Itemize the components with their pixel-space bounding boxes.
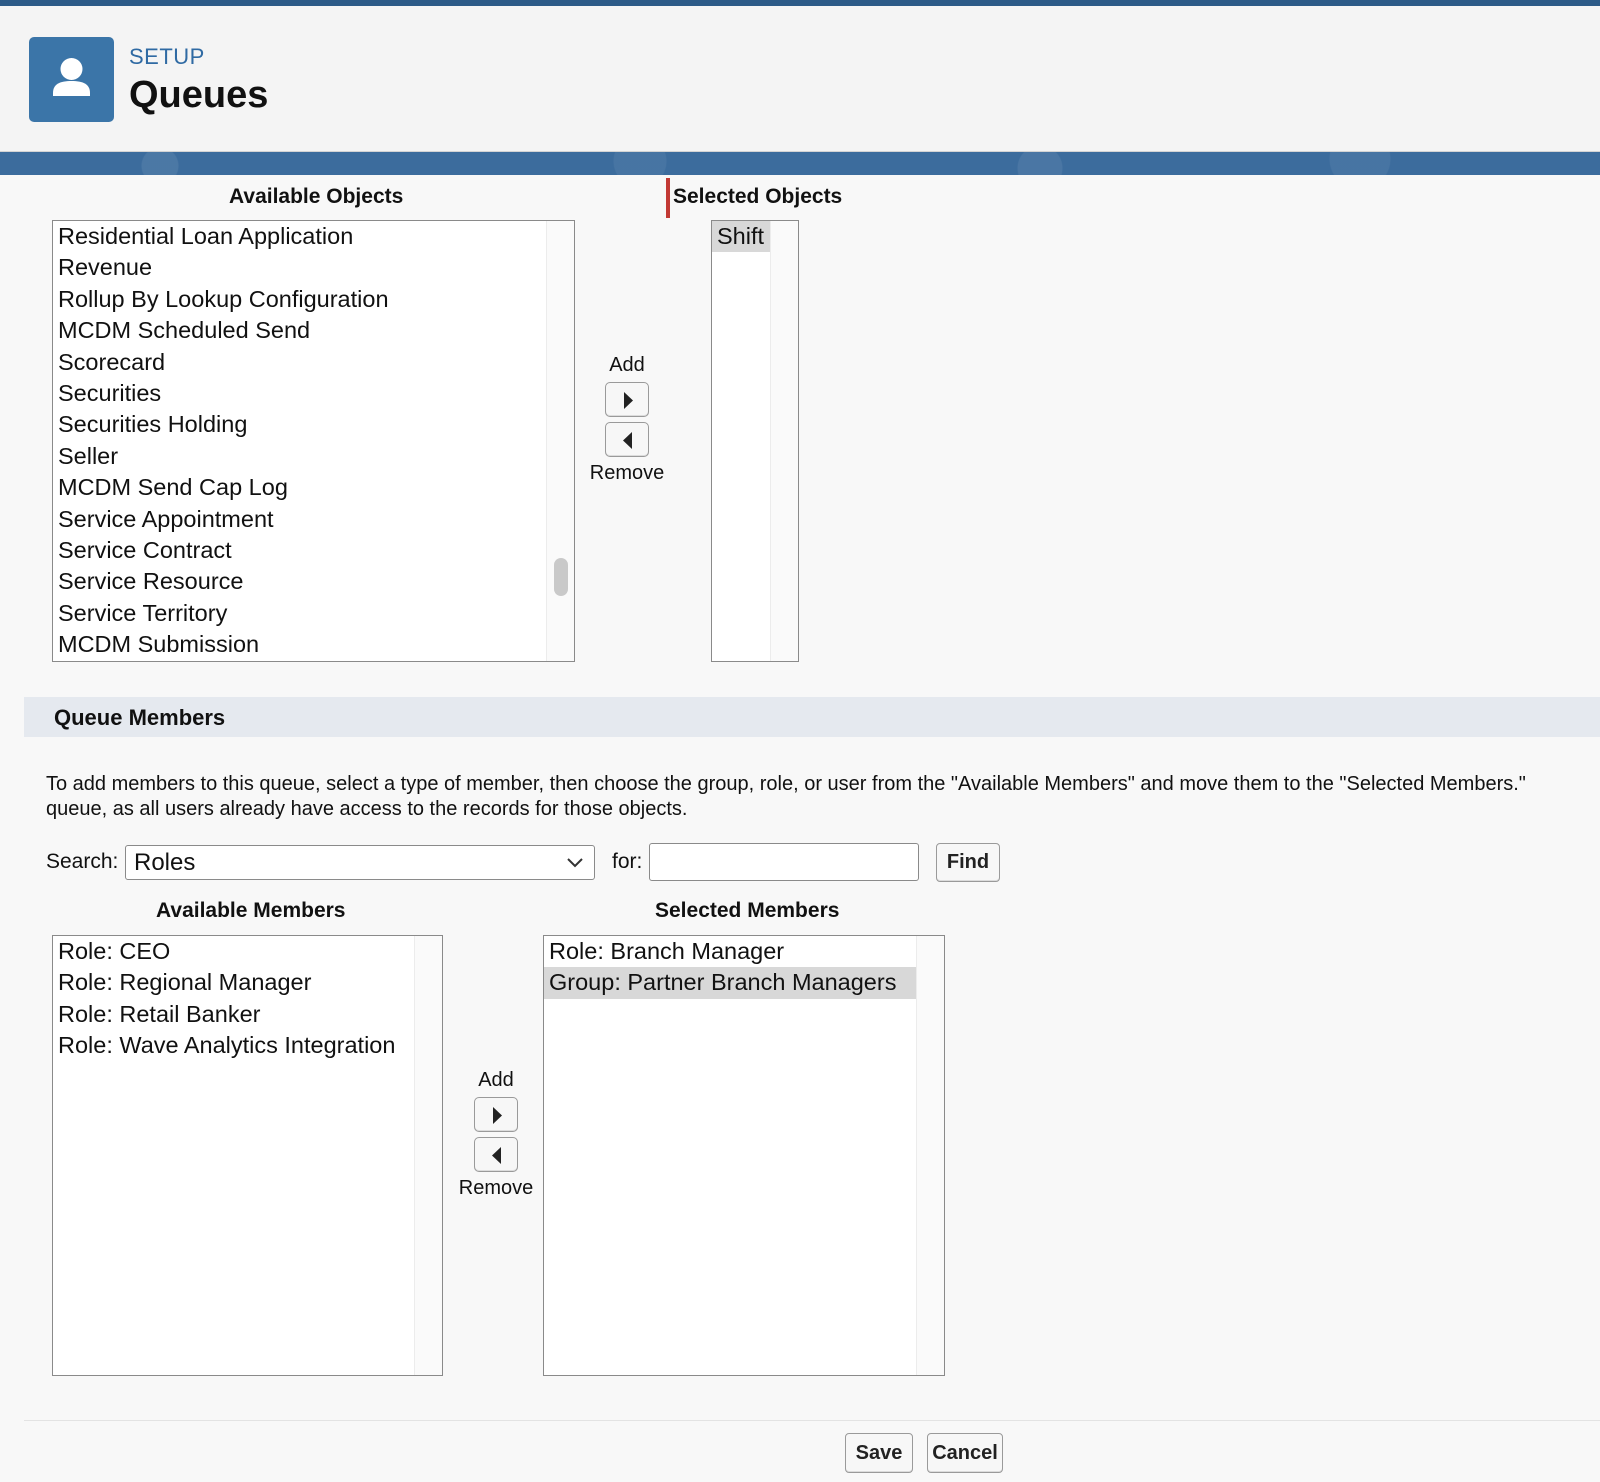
required-marker bbox=[666, 178, 670, 218]
selected-objects-heading: Selected Objects bbox=[673, 185, 843, 208]
list-option[interactable]: MCDM Submission bbox=[58, 631, 260, 658]
page-title: Queues bbox=[129, 74, 269, 116]
scrollbar-track[interactable] bbox=[414, 936, 442, 1375]
header-pattern-band bbox=[0, 152, 1600, 175]
list-option[interactable]: Role: Regional Manager bbox=[58, 969, 312, 996]
arrow-right-icon bbox=[606, 383, 650, 418]
list-option[interactable]: Service Resource bbox=[58, 568, 244, 595]
members-remove-button[interactable] bbox=[474, 1137, 518, 1172]
footer-divider bbox=[24, 1420, 1600, 1421]
list-option[interactable]: Service Contract bbox=[58, 537, 232, 564]
save-button[interactable]: Save bbox=[845, 1433, 913, 1473]
available-objects-heading: Available Objects bbox=[229, 185, 404, 208]
list-option[interactable]: Shift bbox=[712, 221, 770, 252]
queue-members-description bbox=[46, 772, 1600, 822]
search-label: Search: bbox=[46, 850, 119, 873]
members-add-label: Add bbox=[478, 1069, 514, 1091]
selected-members-heading: Selected Members bbox=[655, 899, 840, 922]
list-option[interactable]: Service Territory bbox=[58, 599, 228, 626]
selected-objects-list[interactable] bbox=[711, 220, 799, 662]
objects-add-button[interactable] bbox=[605, 382, 649, 417]
list-option[interactable]: Service Appointment bbox=[58, 505, 274, 532]
list-option[interactable]: Seller bbox=[58, 442, 119, 469]
list-option[interactable]: Rollup By Lookup Configuration bbox=[58, 285, 389, 312]
queue-members-title: Queue Members bbox=[54, 705, 226, 730]
list-option[interactable]: Role: Wave Analytics Integration bbox=[58, 1032, 396, 1059]
arrow-left-icon bbox=[475, 1138, 519, 1173]
list-option[interactable]: Role: Branch Manager bbox=[549, 938, 785, 964]
page-header bbox=[0, 6, 1600, 152]
list-option[interactable]: Role: CEO bbox=[58, 938, 171, 964]
queue-user-icon bbox=[29, 37, 114, 122]
available-objects-list[interactable] bbox=[52, 220, 575, 662]
available-members-heading: Available Members bbox=[156, 899, 346, 922]
list-option[interactable]: Group: Partner Branch Managers bbox=[544, 967, 916, 998]
scrollbar-track[interactable] bbox=[546, 221, 574, 661]
scrollbar-track[interactable] bbox=[770, 221, 798, 661]
list-option[interactable]: Revenue bbox=[58, 254, 153, 281]
arrow-left-icon bbox=[606, 423, 650, 458]
description-line-2: queue, as all users already have access to the records for those objects. bbox=[46, 798, 688, 820]
objects-remove-label: Remove bbox=[589, 462, 665, 484]
list-option[interactable]: MCDM Send Cap Log bbox=[58, 474, 288, 501]
scrollbar-thumb[interactable] bbox=[554, 558, 568, 596]
list-option[interactable]: Residential Loan Application bbox=[58, 223, 354, 249]
list-option[interactable]: Securities Holding bbox=[58, 411, 248, 438]
setup-eyebrow: SETUP bbox=[129, 44, 205, 69]
available-members-list[interactable] bbox=[52, 935, 443, 1376]
for-label: for: bbox=[612, 850, 643, 873]
list-option[interactable]: Securities bbox=[58, 380, 162, 407]
arrow-right-icon bbox=[475, 1098, 519, 1133]
members-add-button[interactable] bbox=[474, 1097, 518, 1132]
queue-members-section-bar bbox=[24, 697, 1600, 737]
list-option[interactable]: Role: Retail Banker bbox=[58, 1000, 261, 1027]
member-type-select[interactable] bbox=[125, 845, 595, 880]
cancel-button[interactable]: Cancel bbox=[927, 1433, 1003, 1473]
description-line-1: To add members to this queue, select a type of member, then choose the group, role, or user from the "Available Members" and move them to the "Selected Members." bbox=[46, 773, 1526, 795]
member-type-value: Roles bbox=[134, 849, 196, 876]
search-for-input[interactable] bbox=[649, 843, 919, 881]
find-button[interactable]: Find bbox=[936, 843, 1000, 882]
scrollbar-track[interactable] bbox=[916, 936, 944, 1375]
selected-members-list[interactable] bbox=[543, 935, 945, 1376]
chevron-down-icon bbox=[566, 857, 584, 869]
objects-remove-button[interactable] bbox=[605, 422, 649, 457]
members-remove-label: Remove bbox=[458, 1177, 534, 1199]
list-option[interactable]: MCDM Scheduled Send bbox=[58, 317, 311, 344]
objects-add-label: Add bbox=[609, 354, 645, 376]
list-option[interactable]: Scorecard bbox=[58, 348, 166, 375]
